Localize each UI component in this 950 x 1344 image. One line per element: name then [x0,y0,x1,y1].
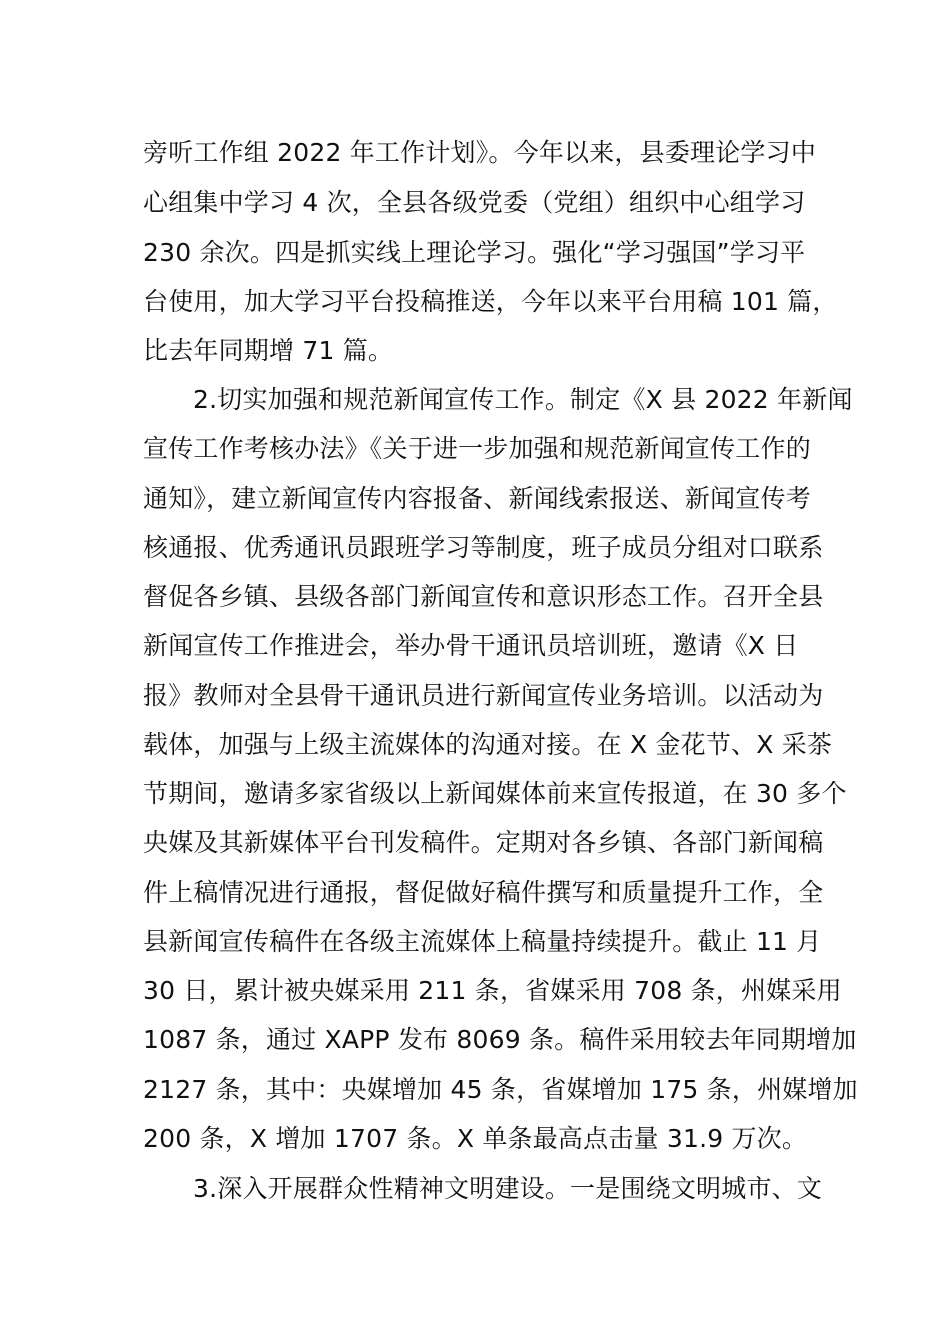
text-line: 旁听工作组 2022 年工作计划》。今年以来，县委理论学习中 [143,138,817,167]
text-line: 核通报、优秀通讯员跟班学习等制度，班子成员分组对口联系 [143,533,824,562]
text-line: 报》教师对全县骨干通讯员进行新闻宣传业务培训。以活动为 [143,681,824,710]
text-line: 心组集中学习 4 次，全县各级党委（党组）组织中心组学习 [143,188,806,217]
text-line: 1087 条，通过 XAPP 发布 8069 条。稿件采用较去年同期增加 [143,1025,857,1054]
text-line: 230 余次。四是抓实线上理论学习。强化“学习强国”学习平 [143,238,806,267]
text-line: 通知》，建立新闻宣传内容报备、新闻线索报送、新闻宣传考 [143,484,811,513]
paragraph-first-line: 2.切实加强和规范新闻宣传工作。制定《X 县 2022 年新闻 [193,385,853,414]
text-line: 30 日，累计被央媒采用 211 条，省媒采用 708 条，州媒采用 [143,976,842,1005]
text-line: 件上稿情况进行通报，督促做好稿件撰写和质量提升工作，全 [143,878,824,907]
text-line: 载体，加强与上级主流媒体的沟通对接。在 X 金花节、X 采茶 [143,730,833,759]
text-line: 比去年同期增 71 篇。 [143,336,394,365]
text-line: 宣传工作考核办法》《关于进一步加强和规范新闻宣传工作的 [143,434,811,463]
text-line: 2127 条，其中：央媒增加 45 条，省媒增加 175 条，州媒增加 [143,1075,858,1104]
text-line: 200 条，X 增加 1707 条。X 单条最高点击量 31.9 万次。 [143,1124,808,1153]
text-line: 新闻宣传工作推进会，举办骨干通讯员培训班，邀请《X 日 [143,631,799,660]
text-line: 县新闻宣传稿件在各级主流媒体上稿量持续提升。截止 11 月 [143,927,822,956]
text-line: 台使用，加大学习平台投稿推送，今年以来平台用稿 101 篇， [143,287,838,316]
text-line: 节期间，邀请多家省级以上新闻媒体前来宣传报道，在 30 多个 [143,779,847,808]
text-line: 督促各乡镇、县级各部门新闻宣传和意识形态工作。召开全县 [143,582,824,611]
text-line: 央媒及其新媒体平台刊发稿件。定期对各乡镇、各部门新闻稿 [143,828,824,857]
paragraph-first-line: 3.深入开展群众性精神文明建设。一是围绕文明城市、文 [193,1174,823,1203]
